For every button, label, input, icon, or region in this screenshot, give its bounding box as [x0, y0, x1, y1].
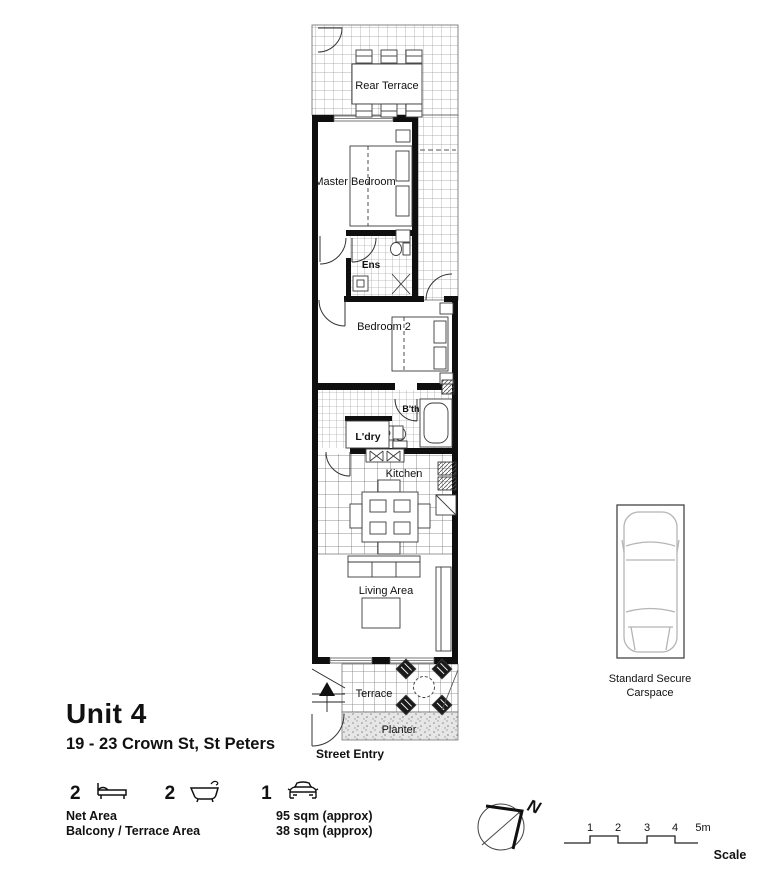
- scale-tick-4: 4: [671, 822, 679, 834]
- up-arrow-icon: [319, 682, 335, 696]
- scale-label: Scale: [713, 848, 747, 862]
- label-planter: Planter: [381, 724, 417, 736]
- carspace: [617, 505, 684, 658]
- living-furniture: [348, 556, 451, 651]
- page-title: Unit 4: [66, 698, 147, 729]
- net-area-label: Net Area: [66, 809, 117, 823]
- bath-count: 2: [164, 782, 176, 804]
- car-icon: [286, 780, 320, 807]
- master-bedroom-door: [320, 236, 346, 264]
- net-area-value: 95 sqm (approx): [276, 809, 373, 823]
- label-laundry: L'dry: [355, 431, 381, 443]
- label-living-area: Living Area: [358, 585, 414, 597]
- feature-row: [70, 779, 320, 808]
- label-carspace-2: Carspace: [626, 687, 674, 699]
- scale-bar: [564, 822, 746, 862]
- car-count: 1: [261, 782, 272, 804]
- side-passage-floor: [418, 115, 458, 300]
- bath-icon: [189, 779, 221, 808]
- bed-icon: [95, 780, 129, 807]
- balcony-area-value: 38 sqm (approx): [276, 824, 373, 838]
- label-rear-terrace: Rear Terrace: [355, 80, 419, 92]
- label-bedroom2: Bedroom 2: [357, 321, 411, 333]
- label-terrace: Terrace: [355, 688, 393, 700]
- address: 19 - 23 Crown St, St Peters: [66, 735, 276, 753]
- scale-end-label: 5m: [695, 822, 711, 834]
- entry-steps: [312, 669, 345, 712]
- scale-tick-1: 1: [586, 822, 594, 834]
- label-ensuite: Ens: [361, 260, 381, 271]
- lobby-floor: [318, 390, 345, 448]
- label-bath: B'th: [402, 404, 420, 414]
- street-gate: [312, 714, 344, 746]
- label-street-entry: Street Entry: [316, 747, 385, 761]
- north-arrow: [486, 806, 522, 849]
- hot-water-unit: [442, 380, 454, 394]
- bedroom2-bed: [392, 303, 453, 384]
- compass-north-label: N: [524, 795, 543, 818]
- scale-tick-2: 2: [614, 822, 622, 834]
- balcony-area-label: Balcony / Terrace Area: [66, 824, 201, 838]
- label-master-bedroom: Master Bedroom: [314, 176, 396, 188]
- bed-count: 2: [70, 782, 81, 804]
- bedroom2-door: [319, 300, 345, 326]
- scale-tick-3: 3: [643, 822, 651, 834]
- compass: [478, 796, 544, 850]
- label-kitchen: Kitchen: [385, 468, 423, 480]
- label-carspace-1: Standard Secure: [608, 673, 692, 685]
